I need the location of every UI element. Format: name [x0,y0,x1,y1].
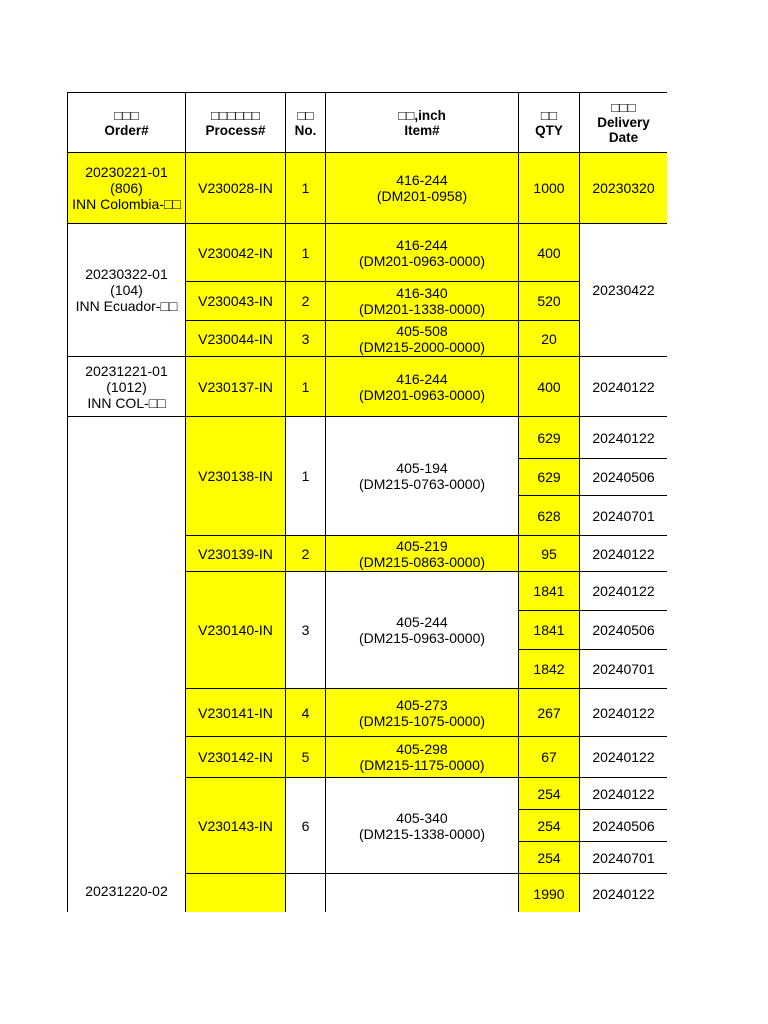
process-cell: V230043-IN [186,282,286,321]
process-cell: V230137-IN [186,357,286,417]
qty-cell: 400 [519,224,580,282]
qty-cell: 254 [519,778,580,810]
no-cell: 1 [286,224,326,282]
item-cell: 405-194 (DM215-0763-0000) [326,417,519,536]
qty-cell: 1842 [519,650,580,689]
item-cell: 405-508 (DM215-2000-0000) [326,321,519,357]
item-cell: 405-244 (DM215-0963-0000) [326,572,519,689]
no-cell: 1 [286,417,326,536]
qty-cell: 629 [519,459,580,496]
date-cell: 20240701 [580,650,668,689]
qty-cell: 1000 [519,153,580,224]
date-cell: 20240122 [580,689,668,737]
process-cell: V230044-IN [186,321,286,357]
qty-cell: 1841 [519,611,580,650]
header-order: □□□ Order# [68,93,186,153]
item-cell: 416-244 (DM201-0963-0000) [326,224,519,282]
date-cell: 20240122 [580,874,668,913]
item-cell [326,874,519,913]
item-cell: 416-244 (DM201-0963-0000) [326,357,519,417]
order-cell: 20230322-01 (104) INN Ecuador-□□ [68,224,186,357]
item-cell: 405-298 (DM215-1175-0000) [326,737,519,778]
order-cell: 20230221-01 (806) INN Colombia-□□ [68,153,186,224]
no-cell: 1 [286,357,326,417]
header-row [68,93,668,153]
process-cell: V230141-IN [186,689,286,737]
header-no: □□ No. [286,93,326,153]
qty-cell: 254 [519,810,580,842]
table-row [68,224,668,282]
qty-cell: 1841 [519,572,580,611]
item-cell: 405-219 (DM215-0863-0000) [326,536,519,572]
date-cell: 20230320 [580,153,668,224]
table-row [68,357,668,417]
process-cell: V230143-IN [186,778,286,874]
item-cell: 405-273 (DM215-1075-0000) [326,689,519,737]
header-item: □□,inch Item# [326,93,519,153]
qty-cell: 400 [519,357,580,417]
no-cell: 4 [286,689,326,737]
process-cell: V230042-IN [186,224,286,282]
process-cell: V230139-IN [186,536,286,572]
date-cell: 20240122 [580,357,668,417]
spreadsheet-page [67,92,667,912]
qty-cell: 254 [519,842,580,874]
date-cell: 20240701 [580,496,668,536]
date-cell: 20240122 [580,536,668,572]
date-cell: 20240122 [580,778,668,810]
header-delivery-date: □□□ Delivery Date [580,93,668,153]
qty-cell: 95 [519,536,580,572]
process-cell: V230138-IN [186,417,286,536]
qty-cell: 520 [519,282,580,321]
qty-cell: 267 [519,689,580,737]
date-cell: 20240701 [580,842,668,874]
qty-cell: 629 [519,417,580,459]
table-row [68,153,668,224]
qty-cell: 628 [519,496,580,536]
table-row [68,417,668,459]
header-qty: □□ QTY [519,93,580,153]
item-cell: 416-244 (DM201-0958) [326,153,519,224]
order-cell: 20231221-01 (1012) INN COL-□□ [68,357,186,417]
no-cell: 6 [286,778,326,874]
order-cell: 20231220-02 [68,417,186,913]
no-cell: 3 [286,321,326,357]
order-table [67,92,667,912]
no-cell: 2 [286,536,326,572]
date-cell: 20240506 [580,459,668,496]
date-cell: 20240506 [580,611,668,650]
item-cell: 416-340 (DM201-1338-0000) [326,282,519,321]
header-process: □□□□□□ Process# [186,93,286,153]
qty-cell: 1990 [519,874,580,913]
process-cell [186,874,286,913]
qty-cell: 20 [519,321,580,357]
date-cell: 20240122 [580,572,668,611]
date-cell: 20230422 [580,224,668,357]
date-cell: 20240122 [580,417,668,459]
date-cell: 20240122 [580,737,668,778]
no-cell: 2 [286,282,326,321]
item-cell: 405-340 (DM215-1338-0000) [326,778,519,874]
process-cell: V230140-IN [186,572,286,689]
no-cell [286,874,326,913]
qty-cell: 67 [519,737,580,778]
process-cell: V230142-IN [186,737,286,778]
no-cell: 5 [286,737,326,778]
date-cell: 20240506 [580,810,668,842]
no-cell: 3 [286,572,326,689]
no-cell: 1 [286,153,326,224]
process-cell: V230028-IN [186,153,286,224]
